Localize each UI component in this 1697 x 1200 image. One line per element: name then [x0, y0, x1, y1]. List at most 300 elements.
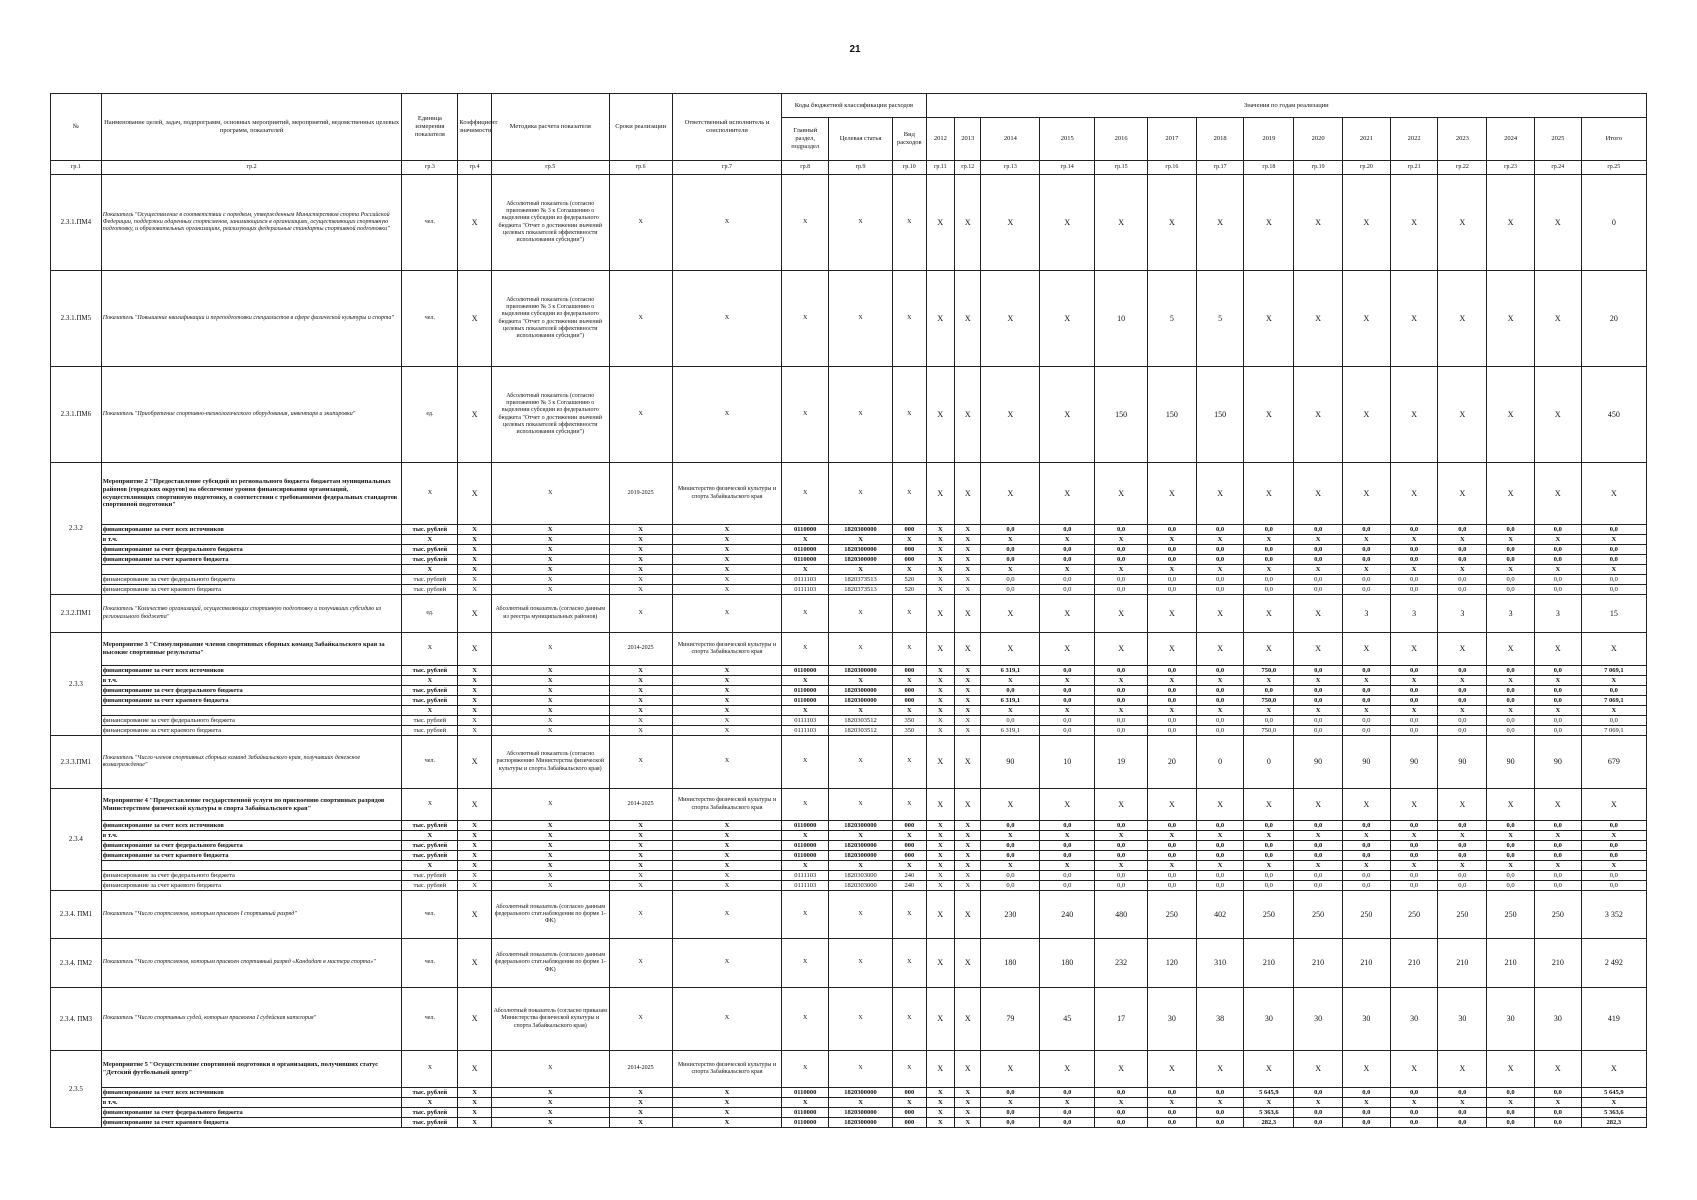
- method-cell: Абсолютный показатель (согласно распоряжению Министерства физической культуры и спорта Забайкальского края): [491, 736, 609, 789]
- total-value: 7 069,1: [1581, 666, 1646, 676]
- terms-cell: X: [609, 1108, 672, 1118]
- year-value: 0,0: [1294, 545, 1343, 555]
- budget-section-code: 0110000: [782, 821, 829, 831]
- budget-section-code: 0111103: [782, 585, 829, 595]
- responsible-cell: X: [672, 1108, 782, 1118]
- year-value: 0,0: [1294, 1108, 1343, 1118]
- year-value: 0,0: [1196, 881, 1244, 891]
- col-number-label: гр.3: [402, 161, 458, 175]
- budget-expense-type: X: [893, 1098, 927, 1108]
- responsible-cell: X: [672, 1088, 782, 1098]
- method-cell: X: [491, 831, 609, 841]
- year-value: 0,0: [1095, 851, 1148, 861]
- year-value: 0,0: [1487, 881, 1535, 891]
- total-value: 0,0: [1581, 585, 1646, 595]
- budget-target-article: 1820300000: [829, 555, 893, 565]
- unit-cell: тыс. рублей: [402, 871, 458, 881]
- terms-cell: X: [609, 736, 672, 789]
- unit-cell: X: [402, 831, 458, 841]
- table-row: [51, 891, 1647, 939]
- year-value: 0,0: [1040, 851, 1095, 861]
- year-value: 0,0: [1095, 585, 1148, 595]
- col-header-values-by-year: Значения по годам реализации: [926, 94, 1646, 118]
- year-value: X: [926, 706, 954, 716]
- year-value: X: [955, 463, 981, 525]
- activity-name: Мероприятие 4 "Предоставление государственной услуги по присвоению спортивных разрядов Министерством физической культуры и спорта Забайкальского края": [101, 789, 402, 821]
- year-value: 0,0: [1095, 1108, 1148, 1118]
- unit-cell: тыс. рублей: [402, 1088, 458, 1098]
- col-number-label: гр.1: [51, 161, 102, 175]
- financing-row-label: финансирование за счет краевого бюджета: [101, 726, 402, 736]
- year-value: X: [1343, 831, 1391, 841]
- budget-target-article: X: [829, 736, 893, 789]
- financing-row-label: финансирование за счет федерального бюджета: [101, 575, 402, 585]
- year-value: 0,0: [1534, 545, 1581, 555]
- year-value: X: [1343, 1051, 1391, 1088]
- budget-section-code: 0111103: [782, 716, 829, 726]
- year-value: X: [1294, 676, 1343, 686]
- year-value: 0,0: [1534, 841, 1581, 851]
- budget-section-code: X: [782, 565, 829, 575]
- year-value: 0,0: [1196, 696, 1244, 706]
- budget-section-code: 0110000: [782, 841, 829, 851]
- responsible-cell: X: [672, 706, 782, 716]
- col-number-label: гр.25: [1581, 161, 1646, 175]
- coefficient-cell: X: [458, 841, 492, 851]
- total-value: X: [1581, 831, 1646, 841]
- year-value: 0,0: [1343, 666, 1391, 676]
- year-value: X: [1040, 565, 1095, 575]
- year-value: X: [1438, 367, 1487, 463]
- year-value: X: [926, 1088, 954, 1098]
- responsible-cell: X: [672, 555, 782, 565]
- responsible-cell: X: [672, 861, 782, 871]
- terms-cell: X: [609, 575, 672, 585]
- year-value: 0,0: [1534, 1118, 1581, 1128]
- year-value: 0,0: [1534, 696, 1581, 706]
- responsible-cell: X: [672, 585, 782, 595]
- year-value: 0,0: [1196, 851, 1244, 861]
- year-value: 250: [1487, 891, 1535, 939]
- year-value: X: [926, 585, 954, 595]
- year-value: X: [926, 1051, 954, 1088]
- year-value: 0,0: [1438, 716, 1487, 726]
- responsible-cell: X: [672, 271, 782, 367]
- terms-cell: X: [609, 535, 672, 545]
- coefficient-cell: X: [458, 1118, 492, 1128]
- budget-target-article: X: [829, 175, 893, 271]
- total-value: X: [1581, 535, 1646, 545]
- budget-expense-type: X: [893, 789, 927, 821]
- year-value: 250: [1343, 891, 1391, 939]
- coefficient-cell: X: [458, 545, 492, 555]
- method-cell: X: [491, 565, 609, 575]
- method-cell: X: [491, 1098, 609, 1108]
- budget-target-article: 1820300000: [829, 841, 893, 851]
- year-value: 0,0: [1294, 696, 1343, 706]
- year-value: 0,0: [1534, 686, 1581, 696]
- table-row: [51, 831, 1647, 841]
- total-value: 679: [1581, 736, 1646, 789]
- total-value: 5 363,6: [1581, 1108, 1646, 1118]
- year-value: 0,0: [1294, 575, 1343, 585]
- year-value: X: [955, 686, 981, 696]
- col-header-year: 2023: [1438, 118, 1487, 161]
- year-value: 0,0: [1148, 555, 1197, 565]
- year-value: 0,0: [1148, 545, 1197, 555]
- year-value: 0,0: [1244, 686, 1294, 696]
- year-value: 0,0: [981, 585, 1040, 595]
- year-value: X: [1534, 175, 1581, 271]
- table-row: [51, 175, 1647, 271]
- year-value: X: [1487, 1051, 1535, 1088]
- financing-row-label: финансирование за счет краевого бюджета: [101, 555, 402, 565]
- coefficient-cell: X: [458, 789, 492, 821]
- year-value: 30: [1343, 988, 1391, 1051]
- year-value: 0,0: [1534, 555, 1581, 565]
- responsible-cell: X: [672, 175, 782, 271]
- year-value: 0,0: [1095, 716, 1148, 726]
- terms-cell: X: [609, 175, 672, 271]
- year-value: X: [1148, 175, 1197, 271]
- unit-cell: X: [402, 1098, 458, 1108]
- method-cell: Абсолютный показатель (согласно данным из реестра муниципальных районов): [491, 595, 609, 633]
- year-value: 0,0: [1196, 1118, 1244, 1128]
- year-value: X: [1148, 861, 1197, 871]
- unit-cell: X: [402, 463, 458, 525]
- year-value: 0,0: [1390, 686, 1438, 696]
- total-value: 2 492: [1581, 939, 1646, 988]
- budget-expense-type: 000: [893, 525, 927, 535]
- budget-expense-type: X: [893, 988, 927, 1051]
- year-value: 402: [1196, 891, 1244, 939]
- year-value: 0,0: [1390, 585, 1438, 595]
- year-value: 90: [981, 736, 1040, 789]
- year-value: X: [1095, 789, 1148, 821]
- year-value: X: [1095, 175, 1148, 271]
- unit-cell: тыс. рублей: [402, 1108, 458, 1118]
- responsible-cell: X: [672, 525, 782, 535]
- year-value: X: [981, 789, 1040, 821]
- total-value: 0,0: [1581, 871, 1646, 881]
- budget-target-article: X: [829, 595, 893, 633]
- year-value: X: [955, 861, 981, 871]
- year-value: 0,0: [1095, 841, 1148, 851]
- year-value: 0,0: [1294, 821, 1343, 831]
- coefficient-cell: X: [458, 706, 492, 716]
- year-value: 0,0: [1343, 881, 1391, 891]
- year-value: 750,0: [1244, 726, 1294, 736]
- col-number-label: гр.13: [981, 161, 1040, 175]
- responsible-cell: X: [672, 535, 782, 545]
- col-header-code-1: Целевая статья: [829, 118, 893, 161]
- year-value: 210: [1438, 939, 1487, 988]
- coefficient-cell: X: [458, 939, 492, 988]
- year-value: X: [1040, 463, 1095, 525]
- col-header-year: 2021: [1343, 118, 1391, 161]
- year-value: X: [1534, 1051, 1581, 1088]
- col-header-year: 2019: [1244, 118, 1294, 161]
- year-value: 0,0: [1487, 555, 1535, 565]
- year-value: X: [1294, 633, 1343, 666]
- coefficient-cell: X: [458, 367, 492, 463]
- year-value: 0,0: [1534, 871, 1581, 881]
- col-header-year: 2014: [981, 118, 1040, 161]
- year-value: 0,0: [1343, 1088, 1391, 1098]
- year-value: 210: [1343, 939, 1391, 988]
- responsible-cell: X: [672, 881, 782, 891]
- budget-section-code: 0111103: [782, 575, 829, 585]
- terms-cell: X: [609, 831, 672, 841]
- total-value: 419: [1581, 988, 1646, 1051]
- col-header-budget-codes: Коды бюджетной классификации расходов: [782, 94, 926, 118]
- year-value: 0,0: [1095, 821, 1148, 831]
- col-number-label: гр.24: [1534, 161, 1581, 175]
- col-header-responsible: Ответственный исполнитель и соисполнители: [672, 94, 782, 161]
- terms-cell: X: [609, 1098, 672, 1108]
- year-value: 230: [981, 891, 1040, 939]
- year-value: 0,0: [1294, 871, 1343, 881]
- year-value: 0,0: [1390, 545, 1438, 555]
- row-number: 2.3.4. ПМ3: [51, 988, 102, 1051]
- coefficient-cell: X: [458, 871, 492, 881]
- col-number-label: гр.23: [1487, 161, 1535, 175]
- coefficient-cell: X: [458, 881, 492, 891]
- terms-cell: X: [609, 565, 672, 575]
- year-value: 0,0: [1040, 666, 1095, 676]
- year-value: X: [926, 525, 954, 535]
- year-value: 0,0: [1343, 821, 1391, 831]
- year-value: X: [926, 535, 954, 545]
- year-value: 0,0: [1390, 716, 1438, 726]
- coefficient-cell: X: [458, 666, 492, 676]
- year-value: 0,0: [1244, 851, 1294, 861]
- year-value: 0: [1244, 736, 1294, 789]
- year-value: X: [955, 666, 981, 676]
- year-value: X: [1148, 831, 1197, 841]
- year-value: X: [926, 851, 954, 861]
- year-value: X: [1196, 633, 1244, 666]
- method-cell: X: [491, 1088, 609, 1098]
- year-value: X: [1294, 367, 1343, 463]
- year-value: X: [955, 367, 981, 463]
- year-value: X: [1040, 706, 1095, 716]
- year-value: X: [926, 726, 954, 736]
- budget-target-article: X: [829, 463, 893, 525]
- year-value: 0,0: [1040, 821, 1095, 831]
- year-value: X: [1244, 706, 1294, 716]
- year-value: X: [1196, 706, 1244, 716]
- year-value: X: [1040, 676, 1095, 686]
- year-value: X: [1040, 535, 1095, 545]
- method-cell: X: [491, 841, 609, 851]
- year-value: X: [1438, 789, 1487, 821]
- row-number: 2.3.1.ПМ4: [51, 175, 102, 271]
- year-value: 0,0: [1196, 871, 1244, 881]
- year-value: X: [955, 891, 981, 939]
- financing-row-label: [101, 861, 402, 871]
- responsible-cell: X: [672, 841, 782, 851]
- total-value: X: [1581, 676, 1646, 686]
- coefficient-cell: X: [458, 1108, 492, 1118]
- responsible-cell: X: [672, 821, 782, 831]
- coefficient-cell: X: [458, 861, 492, 871]
- year-value: 0,0: [1487, 1108, 1535, 1118]
- budget-expense-type: X: [893, 939, 927, 988]
- year-value: X: [1148, 1051, 1197, 1088]
- year-value: X: [1343, 175, 1391, 271]
- table-row: [51, 881, 1647, 891]
- year-value: X: [955, 555, 981, 565]
- year-value: 0,0: [1148, 575, 1197, 585]
- col-header-year: 2013: [955, 118, 981, 161]
- year-value: 180: [981, 939, 1040, 988]
- year-value: X: [955, 676, 981, 686]
- budget-section-code: X: [782, 736, 829, 789]
- budget-target-article: X: [829, 1098, 893, 1108]
- table-row: [51, 736, 1647, 789]
- year-value: X: [1244, 175, 1294, 271]
- terms-cell: X: [609, 676, 672, 686]
- responsible-cell: X: [672, 831, 782, 841]
- year-value: X: [1040, 271, 1095, 367]
- table-row: [51, 525, 1647, 535]
- year-value: 0,0: [1196, 726, 1244, 736]
- col-header-year: 2024: [1487, 118, 1535, 161]
- year-value: X: [1343, 861, 1391, 871]
- year-value: X: [1390, 633, 1438, 666]
- unit-cell: тыс. рублей: [402, 696, 458, 706]
- total-value: 282,3: [1581, 1118, 1646, 1128]
- table-row: [51, 726, 1647, 736]
- financing-row-label: финансирование за счет федерального бюджета: [101, 871, 402, 881]
- year-value: 0,0: [981, 545, 1040, 555]
- year-value: 210: [1487, 939, 1535, 988]
- row-number: 2.3.3.ПМ1: [51, 736, 102, 789]
- year-value: 0,0: [1244, 525, 1294, 535]
- budget-expense-type: X: [893, 633, 927, 666]
- col-number-label: гр.7: [672, 161, 782, 175]
- budget-target-article: 1820300000: [829, 666, 893, 676]
- year-value: X: [926, 871, 954, 881]
- year-value: 0,0: [1343, 871, 1391, 881]
- budget-expense-type: X: [893, 271, 927, 367]
- total-value: X: [1581, 789, 1646, 821]
- year-value: 0,0: [1244, 575, 1294, 585]
- year-value: 0,0: [1487, 821, 1535, 831]
- year-value: 0,0: [1244, 545, 1294, 555]
- year-value: 3: [1390, 595, 1438, 633]
- table-row: [51, 633, 1647, 666]
- year-value: 250: [1244, 891, 1294, 939]
- year-value: X: [955, 271, 981, 367]
- budget-target-article: 1820300000: [829, 1118, 893, 1128]
- financing-row-label: [101, 706, 402, 716]
- budget-section-code: X: [782, 271, 829, 367]
- year-value: X: [955, 595, 981, 633]
- year-value: X: [1487, 676, 1535, 686]
- year-value: 0,0: [1148, 666, 1197, 676]
- indicator-name: Показатель "Количество организаций, осуществляющих спортивную подготовку и получивших субсидию из регионального бюджета": [101, 595, 402, 633]
- total-value: 0,0: [1581, 575, 1646, 585]
- year-value: 0,0: [981, 716, 1040, 726]
- responsible-cell: Министерство физической культуры и спорта Забайкальского края: [672, 789, 782, 821]
- budget-target-article: 1820300000: [829, 545, 893, 555]
- year-value: X: [1196, 595, 1244, 633]
- year-value: 0,0: [1438, 666, 1487, 676]
- year-value: X: [1438, 861, 1487, 871]
- year-value: X: [926, 841, 954, 851]
- table-row: [51, 545, 1647, 555]
- year-value: 750,0: [1244, 666, 1294, 676]
- year-value: 150: [1148, 367, 1197, 463]
- row-number: 2.3.1.ПМ5: [51, 271, 102, 367]
- year-value: 90: [1487, 736, 1535, 789]
- budget-section-code: 0110000: [782, 686, 829, 696]
- total-value: 0: [1581, 175, 1646, 271]
- year-value: 30: [1438, 988, 1487, 1051]
- year-value: 0,0: [1487, 585, 1535, 595]
- budget-section-code: 0110000: [782, 1108, 829, 1118]
- coefficient-cell: X: [458, 686, 492, 696]
- coefficient-cell: X: [458, 988, 492, 1051]
- year-value: X: [1487, 535, 1535, 545]
- budget-section-code: 0110000: [782, 545, 829, 555]
- year-value: 0,0: [1148, 696, 1197, 706]
- year-value: X: [1343, 676, 1391, 686]
- year-value: X: [955, 525, 981, 535]
- unit-cell: X: [402, 789, 458, 821]
- terms-cell: 2014-2025: [609, 1051, 672, 1088]
- method-cell: Абсолютный показатель (согласно приложению № 3 к Соглашению о выделении субсидии из федерального бюджета "Отчет о достижении значений целевых показателей эффективности использования субсидии"): [491, 175, 609, 271]
- responsible-cell: Министерство физической культуры и спорта Забайкальского края: [672, 1051, 782, 1088]
- year-value: X: [926, 789, 954, 821]
- terms-cell: X: [609, 585, 672, 595]
- year-value: 0,0: [1487, 666, 1535, 676]
- year-value: 0,0: [1095, 881, 1148, 891]
- method-cell: X: [491, 789, 609, 821]
- terms-cell: X: [609, 726, 672, 736]
- year-value: X: [926, 565, 954, 575]
- year-value: 0,0: [1438, 881, 1487, 891]
- year-value: X: [1487, 831, 1535, 841]
- year-value: 0,0: [1148, 871, 1197, 881]
- table-row: [51, 463, 1647, 525]
- financing-row-label: финансирование за счет краевого бюджета: [101, 881, 402, 891]
- terms-cell: X: [609, 1088, 672, 1098]
- year-value: X: [1040, 175, 1095, 271]
- year-value: X: [1438, 1051, 1487, 1088]
- year-value: X: [926, 1118, 954, 1128]
- year-value: 0,0: [1294, 666, 1343, 676]
- year-value: 0,0: [1438, 1118, 1487, 1128]
- year-value: 0,0: [1095, 726, 1148, 736]
- financing-row-label: финансирование за счет краевого бюджета: [101, 585, 402, 595]
- budget-expense-type: X: [893, 1051, 927, 1088]
- budget-section-code: X: [782, 535, 829, 545]
- year-value: X: [1534, 831, 1581, 841]
- table-row: [51, 1118, 1647, 1128]
- year-value: 0,0: [1040, 686, 1095, 696]
- year-value: 0,0: [1244, 555, 1294, 565]
- year-value: 0,0: [1095, 545, 1148, 555]
- method-cell: X: [491, 696, 609, 706]
- method-cell: X: [491, 555, 609, 565]
- year-value: 0,0: [1534, 821, 1581, 831]
- terms-cell: X: [609, 821, 672, 831]
- year-value: 5 363,6: [1244, 1108, 1294, 1118]
- year-value: X: [1294, 861, 1343, 871]
